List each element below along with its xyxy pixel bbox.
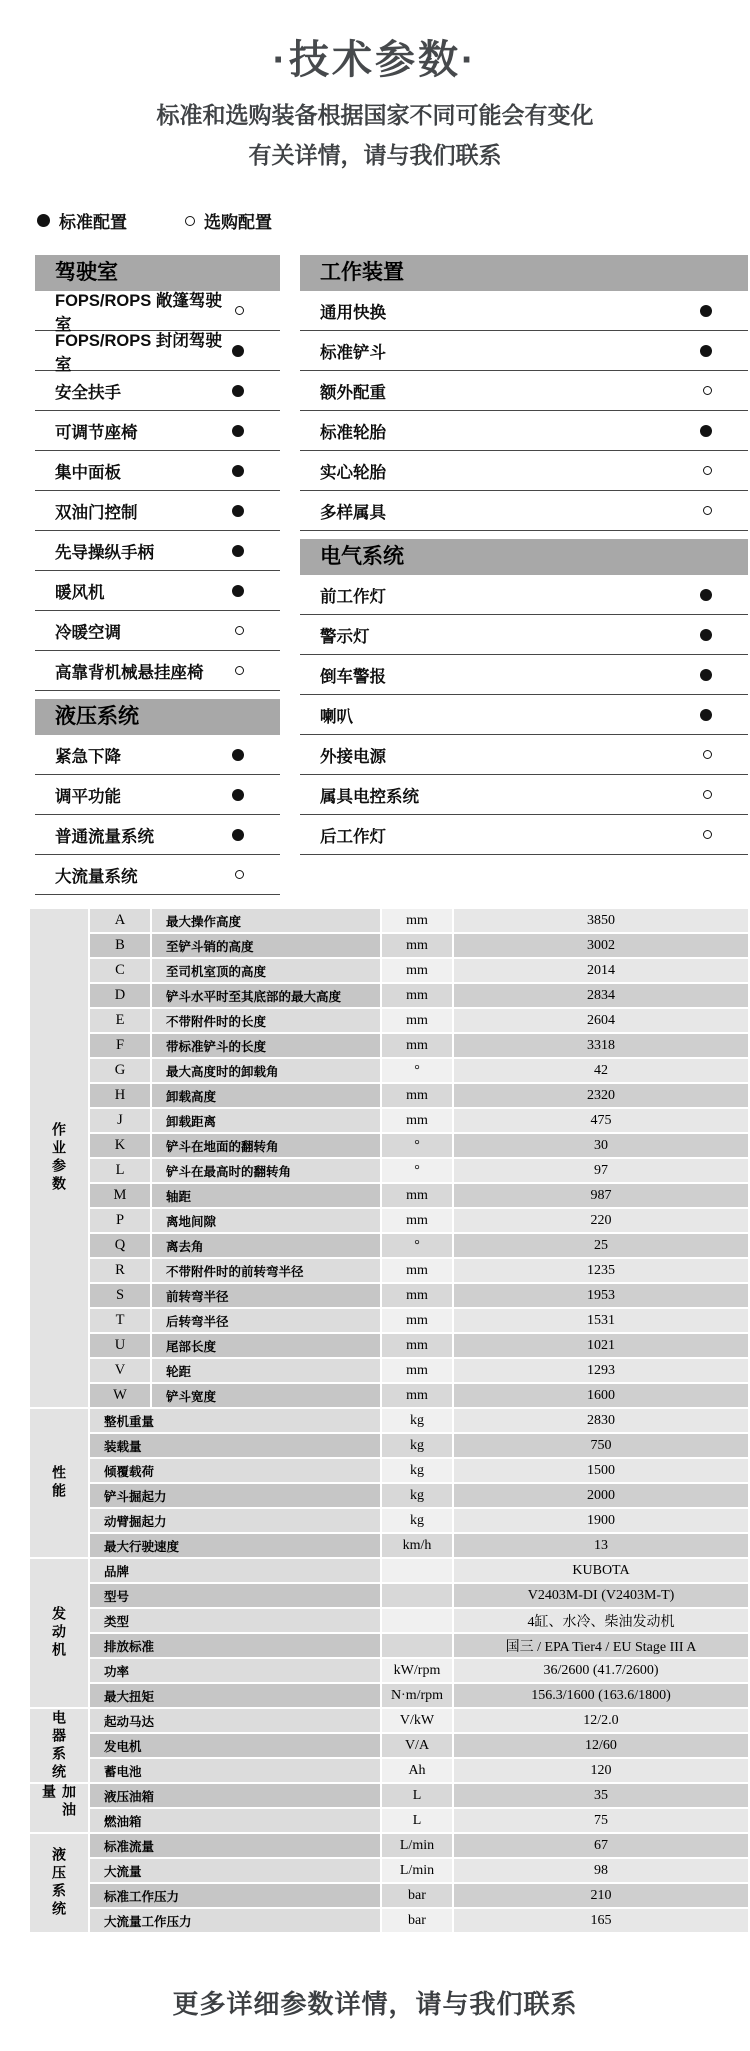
spec-row-value: 25	[454, 1234, 748, 1257]
spec-row-label: 发电机	[90, 1734, 380, 1757]
optional-config-dot-icon	[703, 386, 712, 395]
spec-row-letter: V	[90, 1359, 150, 1382]
standard-config-dot-icon	[232, 585, 244, 597]
spec-row-value: 1900	[454, 1509, 748, 1532]
spec-row-label: 至司机室顶的高度	[152, 959, 380, 982]
spec-row-value: 4缸、水冷、柴油发动机	[454, 1609, 748, 1632]
config-item-label: 倒车警报	[320, 667, 386, 686]
standard-config-dot-icon	[232, 789, 244, 801]
config-item	[35, 651, 280, 691]
spec-row-unit: mm	[382, 1209, 452, 1232]
config-item-label: 双油门控制	[55, 503, 138, 522]
spec-group-label: 作业参数	[30, 909, 88, 1407]
spec-row-value: 2014	[454, 959, 748, 982]
config-item-label: 普通流量系统	[55, 827, 154, 846]
spec-row-value: 165	[454, 1909, 748, 1932]
standard-config-dot-icon	[232, 749, 244, 761]
spec-row-unit: kg	[382, 1509, 452, 1532]
spec-row-value: 98	[454, 1859, 748, 1882]
spec-row-letter: P	[90, 1209, 150, 1232]
config-item	[300, 411, 748, 451]
config-item	[35, 291, 280, 334]
spec-row-value: 国三 / EPA Tier4 / EU Stage III A	[454, 1634, 748, 1657]
spec-row-label: 最大高度时的卸载角	[152, 1059, 380, 1082]
optional-config-dot-icon	[235, 666, 244, 675]
spec-row-value: 3002	[454, 934, 748, 957]
spec-row-label: 不带附件时的长度	[152, 1009, 380, 1032]
spec-row-value: 13	[454, 1534, 748, 1557]
spec-row-label: 前转弯半径	[152, 1284, 380, 1307]
spec-row-label: 标准工作压力	[90, 1884, 380, 1907]
spec-row-unit: mm	[382, 1309, 452, 1332]
spec-row-unit: V/A	[382, 1734, 452, 1757]
config-item	[300, 371, 748, 411]
config-column-right	[300, 255, 748, 855]
config-item	[300, 775, 748, 815]
spec-row-label: 卸载高度	[152, 1084, 380, 1107]
config-item	[35, 735, 280, 775]
config-item	[35, 815, 280, 855]
spec-row-letter: J	[90, 1109, 150, 1132]
spec-row-unit: °	[382, 1059, 452, 1082]
standard-config-dot-icon	[232, 345, 244, 357]
config-item-label: 后工作灯	[320, 827, 386, 846]
spec-row-value: 12/60	[454, 1734, 748, 1757]
spec-row-letter: F	[90, 1034, 150, 1057]
config-item	[300, 615, 748, 655]
spec-row-value: 2834	[454, 984, 748, 1007]
spec-row-unit: bar	[382, 1909, 452, 1932]
spec-row-label: 大流量	[90, 1859, 380, 1882]
spec-row-letter: W	[90, 1384, 150, 1407]
config-section-header: 工作装置	[300, 255, 748, 291]
spec-row-unit: L	[382, 1809, 452, 1832]
spec-row-label: 后转弯半径	[152, 1309, 380, 1332]
config-item-label: 高靠背机械悬挂座椅	[55, 663, 204, 682]
config-item-label: 属具电控系统	[320, 787, 419, 806]
config-item-label: 冷暖空调	[55, 623, 121, 642]
page-subtitle-1: 标准和选购装备根据国家不同可能会有变化	[156, 102, 594, 128]
spec-row-letter: Q	[90, 1234, 150, 1257]
spec-group-label: 液压系统	[30, 1834, 88, 1932]
standard-config-dot-icon	[700, 669, 712, 681]
config-item	[35, 411, 280, 451]
spec-row-letter: U	[90, 1334, 150, 1357]
spec-row-unit: mm	[382, 1084, 452, 1107]
config-item-label: 暖风机	[55, 583, 105, 602]
config-section-header: 液压系统	[35, 699, 280, 735]
spec-row-label: 类型	[90, 1609, 380, 1632]
spec-row-value: 987	[454, 1184, 748, 1207]
spec-row-value: 35	[454, 1784, 748, 1807]
spec-row-value: 1021	[454, 1334, 748, 1357]
spec-row-letter: B	[90, 934, 150, 957]
spec-row-letter: D	[90, 984, 150, 1007]
spec-row-unit	[382, 1559, 452, 1582]
spec-group-label: 加油量	[30, 1784, 88, 1832]
spec-row-value: 220	[454, 1209, 748, 1232]
config-item-label: 标准铲斗	[320, 343, 386, 362]
spec-row-value: 3318	[454, 1034, 748, 1057]
spec-row-value: 1953	[454, 1284, 748, 1307]
standard-config-dot-icon	[700, 345, 712, 357]
config-item	[300, 575, 748, 615]
config-item-label: 集中面板	[55, 463, 121, 482]
spec-row-letter: R	[90, 1259, 150, 1282]
spec-row-label: 整机重量	[90, 1409, 380, 1432]
spec-row-unit: kW/rpm	[382, 1659, 452, 1682]
spec-row-value: V2403M-DI (V2403M-T)	[454, 1584, 748, 1607]
config-item	[300, 815, 748, 855]
spec-row-label: 轴距	[152, 1184, 380, 1207]
spec-row-unit	[382, 1609, 452, 1632]
config-item-label: 通用快换	[320, 303, 386, 322]
standard-config-dot-icon	[232, 505, 244, 517]
spec-row-letter: L	[90, 1159, 150, 1182]
optional-config-dot-icon	[185, 216, 195, 226]
spec-row-label: 最大操作高度	[152, 909, 380, 932]
legend	[37, 208, 750, 233]
spec-table	[30, 909, 748, 1932]
config-item-label: 紧急下降	[55, 747, 121, 766]
page-header	[0, 0, 750, 170]
config-item	[35, 331, 280, 374]
config-item-label: FOPS/ROPS 敞篷驾驶室	[55, 291, 222, 334]
optional-config-dot-icon	[703, 506, 712, 515]
config-item-label: 喇叭	[320, 707, 353, 726]
config-item	[35, 491, 280, 531]
spec-row-value: 2830	[454, 1409, 748, 1432]
spec-row-label: 铲斗在地面的翻转角	[152, 1134, 380, 1157]
legend-standard	[37, 208, 127, 233]
spec-row-label: 卸载距离	[152, 1109, 380, 1132]
footer-note: 更多详细参数详情，请与我们联系	[172, 1989, 578, 2019]
optional-config-dot-icon	[235, 870, 244, 879]
spec-row-value: 750	[454, 1434, 748, 1457]
spec-row-value: 2604	[454, 1009, 748, 1032]
standard-config-dot-icon	[700, 305, 712, 317]
config-item	[35, 775, 280, 815]
spec-row-value: 36/2600 (41.7/2600)	[454, 1659, 748, 1682]
spec-row-label: 铲斗宽度	[152, 1384, 380, 1407]
spec-row-letter: H	[90, 1084, 150, 1107]
config-item	[300, 491, 748, 531]
config-item-label: 大流量系统	[55, 867, 138, 886]
spec-row-unit: L/min	[382, 1834, 452, 1857]
config-item-label: 多样属具	[320, 503, 386, 522]
spec-row-label: 轮距	[152, 1359, 380, 1382]
config-item	[300, 291, 748, 331]
spec-row-label: 铲斗水平时至其底部的最大高度	[152, 984, 380, 1007]
standard-config-dot-icon	[700, 425, 712, 437]
spec-row-unit: L/min	[382, 1859, 452, 1882]
spec-row-unit: °	[382, 1134, 452, 1157]
spec-row-unit: L	[382, 1784, 452, 1807]
spec-row-unit: mm	[382, 1384, 452, 1407]
config-item-label: 额外配重	[320, 383, 386, 402]
config-item	[300, 331, 748, 371]
spec-row-unit: mm	[382, 1284, 452, 1307]
config-item-label: 可调节座椅	[55, 423, 138, 442]
config-item	[300, 451, 748, 491]
config-item	[35, 531, 280, 571]
spec-row-unit: mm	[382, 1034, 452, 1057]
standard-config-dot-icon	[700, 629, 712, 641]
config-column-left	[35, 255, 280, 895]
spec-row-label: 至铲斗销的高度	[152, 934, 380, 957]
spec-row-label: 大流量工作压力	[90, 1909, 380, 1932]
spec-row-label: 倾覆载荷	[90, 1459, 380, 1482]
config-item	[300, 735, 748, 775]
config-item	[35, 371, 280, 411]
optional-config-dot-icon	[235, 626, 244, 635]
spec-row-letter: M	[90, 1184, 150, 1207]
spec-row-label: 型号	[90, 1584, 380, 1607]
standard-config-dot-icon	[232, 545, 244, 557]
spec-row-unit: kg	[382, 1409, 452, 1432]
spec-row-letter: T	[90, 1309, 150, 1332]
standard-config-dot-icon	[700, 709, 712, 721]
spec-row-label: 不带附件时的前转弯半径	[152, 1259, 380, 1282]
spec-row-label: 动臂掘起力	[90, 1509, 380, 1532]
spec-row-value: KUBOTA	[454, 1559, 748, 1582]
config-item	[35, 611, 280, 651]
optional-config-dot-icon	[703, 790, 712, 799]
spec-row-unit: mm	[382, 1109, 452, 1132]
standard-config-dot-icon	[37, 214, 50, 227]
spec-row-value: 1500	[454, 1459, 748, 1482]
spec-group-label: 性能	[30, 1409, 88, 1557]
spec-row-unit	[382, 1634, 452, 1657]
spec-row-letter: K	[90, 1134, 150, 1157]
spec-row-unit: °	[382, 1234, 452, 1257]
spec-row-label: 最大扭矩	[90, 1684, 380, 1707]
config-item-label: 标准轮胎	[320, 423, 386, 442]
spec-row-label: 离去角	[152, 1234, 380, 1257]
spec-row-unit: mm	[382, 1334, 452, 1357]
spec-row-value: 67	[454, 1834, 748, 1857]
spec-row-value: 75	[454, 1809, 748, 1832]
spec-row-unit: V/kW	[382, 1709, 452, 1732]
spec-row-unit: mm	[382, 959, 452, 982]
standard-config-dot-icon	[232, 829, 244, 841]
optional-config-dot-icon	[703, 830, 712, 839]
spec-row-label: 标准流量	[90, 1834, 380, 1857]
spec-row-value: 210	[454, 1884, 748, 1907]
spec-row-label: 起动马达	[90, 1709, 380, 1732]
spec-row-label: 尾部长度	[152, 1334, 380, 1357]
spec-row-label: 蓄电池	[90, 1759, 380, 1782]
spec-row-label: 燃油箱	[90, 1809, 380, 1832]
config-item	[35, 855, 280, 895]
spec-row-unit: mm	[382, 1259, 452, 1282]
spec-row-value: 3850	[454, 909, 748, 932]
optional-config-dot-icon	[703, 466, 712, 475]
standard-config-dot-icon	[232, 385, 244, 397]
spec-row-label: 品牌	[90, 1559, 380, 1582]
spec-row-label: 铲斗在最高时的翻转角	[152, 1159, 380, 1182]
spec-row-value: 1600	[454, 1384, 748, 1407]
spec-row-value: 30	[454, 1134, 748, 1157]
config-item	[35, 571, 280, 611]
spec-row-value: 120	[454, 1759, 748, 1782]
config-section-header: 驾驶室	[35, 255, 280, 291]
spec-row-value: 1293	[454, 1359, 748, 1382]
spec-row-value: 1235	[454, 1259, 748, 1282]
config-item-label: 前工作灯	[320, 587, 386, 606]
spec-row-label: 功率	[90, 1659, 380, 1682]
legend-standard-label: 标准配置	[59, 213, 127, 232]
config-item-label: 警示灯	[320, 627, 370, 646]
legend-optional	[185, 208, 272, 233]
spec-row-unit: mm	[382, 934, 452, 957]
spec-row-unit	[382, 1584, 452, 1607]
spec-row-value: 42	[454, 1059, 748, 1082]
spec-row-unit: mm	[382, 1184, 452, 1207]
standard-config-dot-icon	[700, 589, 712, 601]
spec-row-value: 1531	[454, 1309, 748, 1332]
spec-row-unit: mm	[382, 984, 452, 1007]
spec-row-unit: kg	[382, 1459, 452, 1482]
spec-row-letter: A	[90, 909, 150, 932]
spec-row-unit: Ah	[382, 1759, 452, 1782]
spec-row-value: 12/2.0	[454, 1709, 748, 1732]
spec-row-letter: G	[90, 1059, 150, 1082]
spec-row-label: 排放标准	[90, 1634, 380, 1657]
optional-config-dot-icon	[235, 306, 244, 315]
config-item	[300, 695, 748, 735]
config-item-label: 安全扶手	[55, 383, 121, 402]
config-item	[35, 451, 280, 491]
spec-row-letter: C	[90, 959, 150, 982]
spec-row-value: 156.3/1600 (163.6/1800)	[454, 1684, 748, 1707]
spec-group-label: 发动机	[30, 1559, 88, 1707]
spec-row-unit: mm	[382, 1359, 452, 1382]
spec-row-unit: mm	[382, 1009, 452, 1032]
config-columns	[35, 255, 750, 895]
spec-row-value: 2320	[454, 1084, 748, 1107]
spec-row-unit: bar	[382, 1884, 452, 1907]
spec-row-label: 带标准铲斗的长度	[152, 1034, 380, 1057]
page-title: ·技术参数·	[272, 38, 478, 82]
config-item	[300, 655, 748, 695]
page-subtitle-2: 有关详情，请与我们联系	[248, 142, 502, 168]
config-item-label: 外接电源	[320, 747, 386, 766]
legend-optional-label: 选购配置	[204, 213, 272, 232]
spec-row-label: 铲斗掘起力	[90, 1484, 380, 1507]
spec-row-unit: mm	[382, 909, 452, 932]
optional-config-dot-icon	[703, 750, 712, 759]
spec-row-unit: kg	[382, 1434, 452, 1457]
config-item-label: 先导操纵手柄	[55, 543, 154, 562]
spec-row-value: 475	[454, 1109, 748, 1132]
config-section-header: 电气系统	[300, 539, 748, 575]
spec-group-label: 电器系统	[30, 1709, 88, 1782]
config-item-label: 实心轮胎	[320, 463, 386, 482]
spec-row-unit: °	[382, 1159, 452, 1182]
spec-row-label: 液压油箱	[90, 1784, 380, 1807]
spec-row-letter: E	[90, 1009, 150, 1032]
spec-row-label: 离地间隙	[152, 1209, 380, 1232]
spec-row-value: 2000	[454, 1484, 748, 1507]
spec-row-label: 装载量	[90, 1434, 380, 1457]
spec-row-unit: kg	[382, 1484, 452, 1507]
spec-row-letter: S	[90, 1284, 150, 1307]
config-item-label: 调平功能	[55, 787, 121, 806]
standard-config-dot-icon	[232, 465, 244, 477]
spec-row-label: 最大行驶速度	[90, 1534, 380, 1557]
spec-row-unit: km/h	[382, 1534, 452, 1557]
spec-row-unit: N·m/rpm	[382, 1684, 452, 1707]
standard-config-dot-icon	[232, 425, 244, 437]
config-item-label: FOPS/ROPS 封闭驾驶室	[55, 331, 222, 374]
spec-row-value: 97	[454, 1159, 748, 1182]
